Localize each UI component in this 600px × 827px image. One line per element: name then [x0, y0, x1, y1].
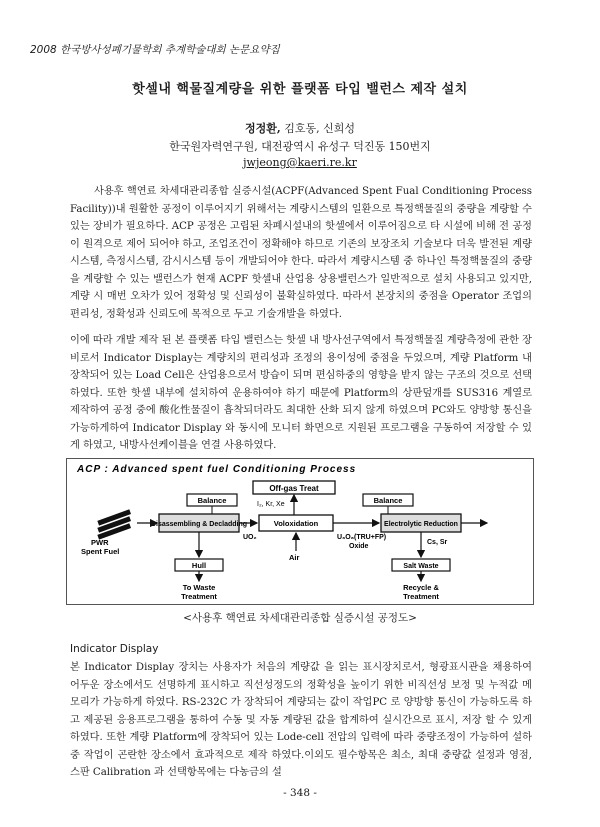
- balance-right-label: Balance: [373, 496, 403, 505]
- lead-author: 정정환,: [245, 122, 281, 135]
- uo2-label: UO₂: [243, 534, 257, 541]
- section-title: Indicator Display: [70, 643, 159, 655]
- email-address[interactable]: jwjeong@kaeri.re.kr: [243, 156, 357, 169]
- offgas-label: Off-gas Treat: [269, 484, 319, 493]
- recycle-label: Recycle &: [403, 583, 439, 592]
- paragraph-indicator: 본 Indicator Display 장치는 사용자가 처음의 계량값 을 읽는 표시장치로서, 형광표시관을 채용하여 어두운 장소에서도 선명하게 표시하고 직선성정도의 정확성을 높이기 위한 비직선성 보정 및 누적값 메모리가 가능하게 하였다. RS-232C 가 장착되어 계량되는 값이 작업PC 로 양방향 통신이 가능하도록 하고 제공된 응용프로그램을 통하여 수동 및 자동 계량된 값을 합계하여 실시간으로 표시, 저장 할 수 있게 하였다. 또한 계량 Platform에 장착되어 있는 Lode-cell 전압의 입력에 따라 중량조정이 가능하여 설하중 작업이 곤란한 장소에서 효과적으로 제작 하였다.이외도 필수항목은 최소, 최대 중량값 설정과 영점, 스판 Calibration 과 선택항목에는 다농금의 설: [70, 662, 532, 778]
- paragraph-intro: 사용후 핵연료 차세대관리종합 실증시설(ACPF(Advanced Spent Fual Conditioning Process Facility))내 원활한 공정이 이루어지기 위해서는 계량시스템의 일환으로 특정핵물질의 중량을 계량할 수 있는 장비가 필요하다. ACP 공정은 고립된 차폐시설내의 핫셀에서 이루어짐으로 타 시설에 비해 전 공정이 원격으로 제어 되어야 하고, 조업조건이 정확해야 하므로 기존의 보장조치 기술보다 더욱 발전된 계량시스템, 측정시스템, 감시시스템 등이 개발되어야 한다. 따라서 계량시스템 중 하나인 특정핵물질의 중량을 계량할 수 있는 밸런스가 현재 ACPF 핫셀내 산업용 상용밸런스가 일반적으로 설치 사용되고 있지만, 계량 시 매번 오차가 있어 정확성 및 신뢰성이 불확실하였다. 따라서 본장치의 중점을 Operator 조업의 편리성, 정확성과 신뢰도에 목적으로 두고 기술개발을 하였다.: [70, 186, 532, 320]
- hull-label: Hull: [191, 561, 207, 570]
- affiliation: 한국원자력연구원, 대전광역시 유성구 덕진동 150번지: [169, 140, 431, 153]
- pwr-label: PWR: [91, 538, 109, 547]
- oxide-label: Oxide: [349, 543, 369, 550]
- author-line: [0, 120, 600, 136]
- spent-fuel-icon: [97, 509, 131, 539]
- treatment-left-label: Treatment: [181, 592, 217, 601]
- salt-waste-label: Salt Waste: [403, 563, 439, 570]
- balance-left-label: Balance: [197, 496, 227, 505]
- paragraph-platform: 이에 따라 개발 제작 된 본 플랫폼 타입 밸런스는 핫셀 내 방사선구역에서 특정핵물질 계량측정에 관한 장비로서 Indicator Display는 계량치의 편리성과 조정의 용이성에 중점을 두었으며, 계량 Platform 내 장착되어 있는 Load Cell은 산업용으로서 방습이 되며 편심하중의 영향을 받지 않는 구조의 것으로 선택하였다. 또한 핫셀 내부에 설치하여 운용하여야 하기 때문에 Platform의 상판덮개를 SUS316 계열로 제작하여 공정 중에 酸化性물질이 흡착되더라도 최대한 산화 되지 않게 하였으며 PC와도 양방향 통신을 가능하게하여 Indicator Display 와 동시에 모니터 화면으로 지원된 프로그램을 구동하여 저장할 수 있게 하였고, 내방사선케이블을 연결 사용하였다.: [70, 335, 532, 451]
- email-line: [0, 156, 600, 169]
- paper-title: 핫셀내 핵물질계량을 위한 플랫폼 타입 밸런스 제작 설치: [132, 82, 468, 97]
- electrolytic-label: Electrolytic Reduction: [384, 521, 458, 528]
- treatment-right-label: Treatment: [403, 592, 439, 601]
- diagram-banner: ACP : Advanced spent fuel Conditioning Process: [77, 464, 357, 475]
- cssr-label: Cs, Sr: [427, 539, 448, 546]
- figure-caption: <사용후 핵연료 차세대관리종합 실증시설 공정도>: [183, 612, 417, 624]
- u3o8-label: U₃O₈(TRU+FP): [337, 534, 387, 541]
- proceedings-header: 2008 한국방사성폐기물학회 추계학술대회 논문요약집: [30, 44, 280, 56]
- co-authors: 김호동, 신희성: [280, 122, 355, 135]
- process-diagram: [66, 458, 534, 605]
- page-number: - 348 -: [283, 787, 317, 799]
- voloxidation-label: Voloxidation: [273, 519, 319, 528]
- air-label: Air: [289, 553, 300, 562]
- to-waste-label: To Waste: [182, 583, 216, 592]
- gases-label: I₂, Kr, Xe: [257, 501, 285, 508]
- disassembling-label: Disassembling & Decladding: [150, 521, 248, 528]
- spent-fuel-label: Spent Fuel: [81, 547, 120, 556]
